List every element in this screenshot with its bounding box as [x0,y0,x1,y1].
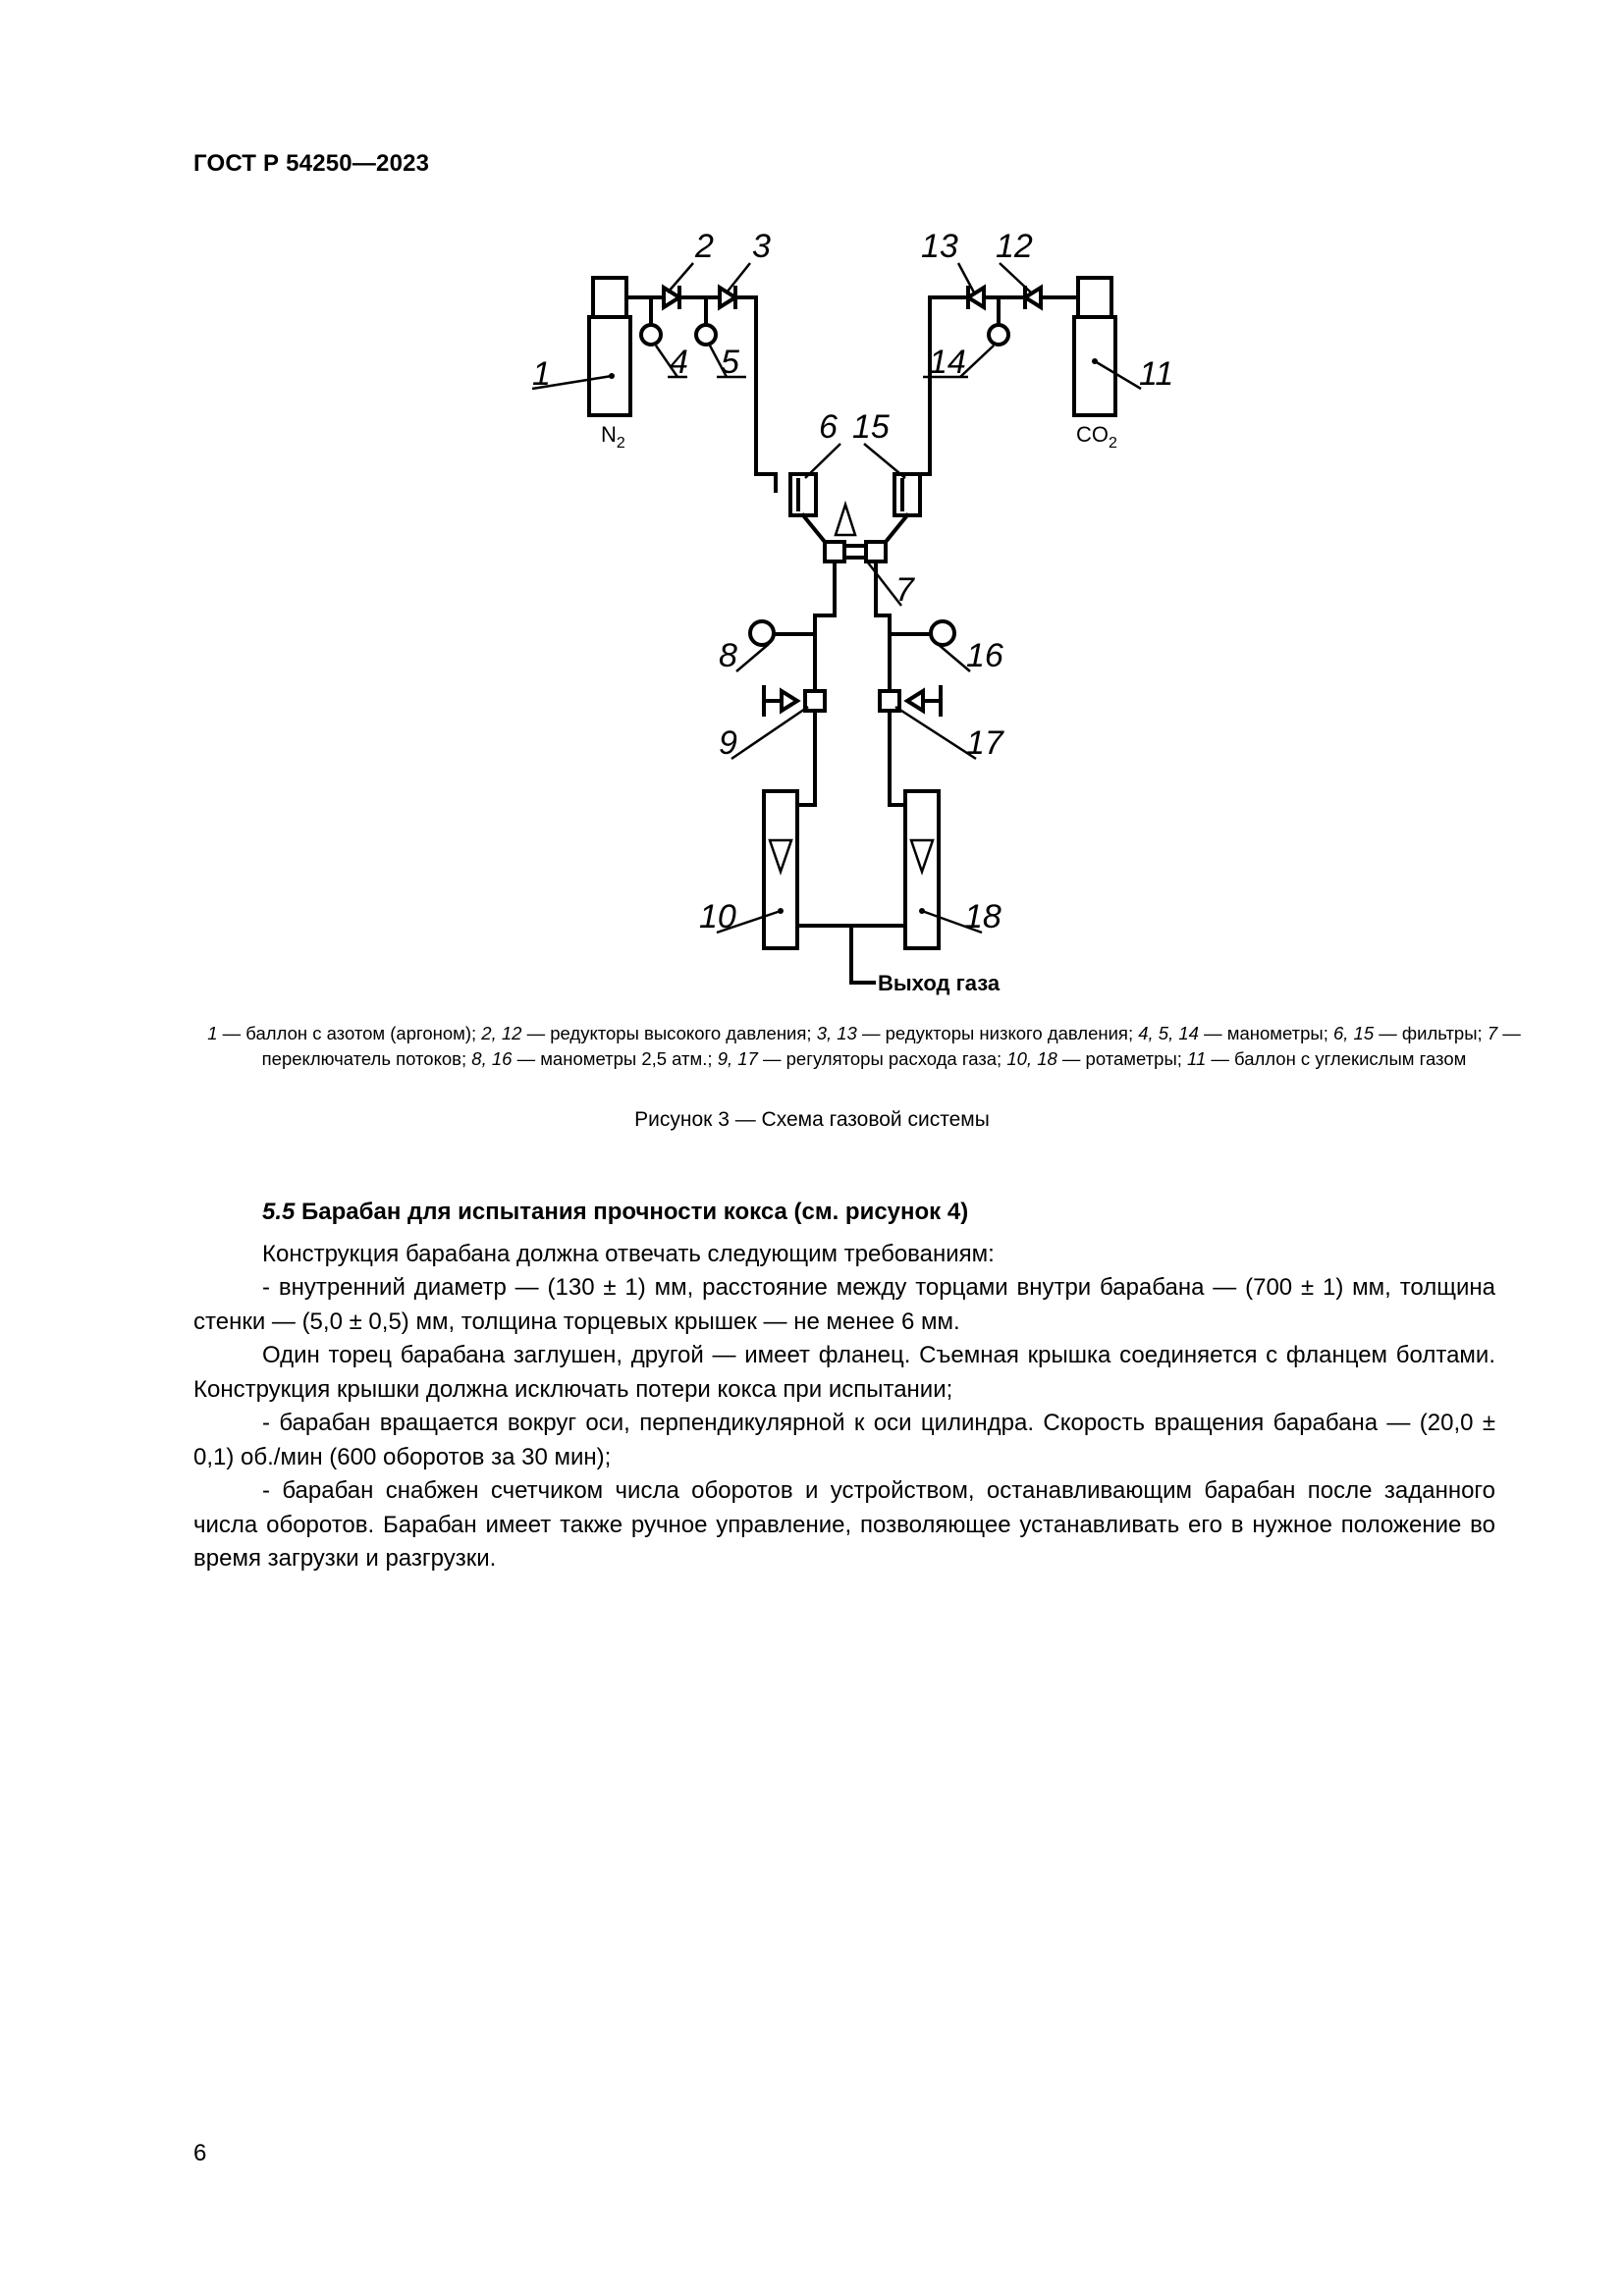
label-11: 11 [1139,355,1174,393]
label-12: 12 [996,228,1033,265]
flow-switch-7 [825,505,886,561]
flow-regulator-9 [764,687,825,715]
legend-item-text: — ротаметры; [1056,1048,1188,1069]
label-1: 1 [532,355,551,393]
label-18: 18 [964,898,1001,935]
legend-item-text: — переключатель потоков; [261,1023,1521,1069]
nitrogen-cylinder [589,278,630,415]
manometer-5 [696,325,716,345]
flow-regulator-17 [880,687,941,715]
legend-item-text: — регуляторы расхода газа; [757,1048,1007,1069]
legend-item [1333,1023,1488,1043]
high-pressure-reducer-2 [664,288,679,307]
legend-item [471,1048,717,1069]
gas-outlet-label: Выход газа [878,971,1001,995]
legend-item-number: 11 [1187,1048,1207,1069]
paragraph-flange: Один торец барабана заглушен, другой — имеет фланец. Съемная крышка соединяется с фланцем болтами. Конструкция крышки должна исключать потери кокса при испытании; [193,1342,1495,1403]
manometer-16 [931,621,954,645]
label-2: 2 [695,228,714,265]
legend-item [207,1023,481,1043]
legend-item-number: 6, 15 [1332,1023,1375,1043]
legend-item-number: 1 [207,1023,218,1043]
label-15: 15 [852,408,890,446]
section-number: 5.5 [262,1199,296,1225]
label-17: 17 [966,724,1003,762]
section-title: Барабан для испытания прочности кокса (см. рисунок 4) [295,1199,969,1225]
page-number: 6 [193,2140,207,2166]
gas-label-co2: CO2 [1076,422,1117,452]
legend-item-text: — манометры; [1198,1023,1333,1043]
filter-6 [790,474,816,515]
legend-item-number: 3, 13 [816,1023,857,1043]
rotameter-10 [764,791,797,948]
paragraph-rotation: - барабан вращается вокруг оси, перпендикулярной к оси цилиндра. Скорость вращения барабана — (20,0 ± 0,1) об./мин (600 оборотов за 30 мин); [193,1410,1495,1470]
label-10: 10 [699,898,736,935]
legend-item [817,1023,1139,1043]
label-4: 4 [670,344,688,381]
label-8: 8 [719,637,737,674]
label-3: 3 [752,228,771,265]
label-16: 16 [966,637,1003,674]
paragraph-intro: Конструкция барабана должна отвечать следующим требованиям: [262,1240,995,1267]
gas-label-n2: N2 [601,422,625,452]
paragraph-counter: - барабан снабжен счетчиком числа оборотов и устройством, останавливающим барабан после заданного числа оборотов. Барабан имеет также ручное управление, позволяющее устанавливать его в нужное положение во время загрузки и разгрузки. [193,1477,1495,1572]
legend-item-number: 8, 16 [471,1048,513,1069]
manometer-4 [641,325,661,345]
label-9: 9 [719,724,737,762]
legend-item-number: 4, 5, 14 [1138,1023,1199,1043]
co2-cylinder [1074,278,1115,415]
legend-item-number: 7 [1487,1023,1498,1043]
label-7: 7 [895,571,914,609]
legend-item [1138,1023,1333,1043]
paragraph-dimensions: - внутренний диаметр — (130 ± 1) мм, расстояние между торцами внутри барабана — (700 ± 1) мм, толщина стенки — (5,0 ± 0,5) мм, толщина торцевых крышек — не менее 6 мм. [193,1274,1495,1335]
label-6: 6 [819,408,838,446]
rotameter-18 [905,791,939,948]
section-5-5 [193,1196,1495,1576]
legend-item [481,1023,816,1043]
low-pressure-reducer-13 [968,288,984,307]
section-heading [193,1196,1495,1230]
figure-caption: Рисунок 3 — Схема газовой системы [634,1108,990,1131]
legend-item [718,1048,1007,1069]
label-13: 13 [921,228,958,265]
document-code: ГОСТ Р 54250—2023 [193,150,430,177]
gas-system-diagram [0,0,1624,1011]
legend-item-text: — фильтры; [1374,1023,1488,1043]
manometer-8 [750,621,774,645]
legend-item-text: — баллон с углекислым газом [1206,1048,1467,1069]
legend-item-text: — баллон с азотом (аргоном); [217,1023,482,1043]
figure-legend [191,1021,1537,1072]
label-5: 5 [721,344,739,381]
legend-item-number: 2, 12 [481,1023,522,1043]
manometer-14 [989,325,1008,345]
legend-item [1006,1048,1187,1069]
label-14: 14 [929,344,966,381]
filter-15 [894,474,920,515]
legend-item-number: 10, 18 [1006,1048,1057,1069]
legend-item-text: — манометры 2,5 атм.; [512,1048,718,1069]
legend-item [1187,1048,1466,1069]
legend-item-text: — редукторы высокого давления; [521,1023,817,1043]
legend-item-text: — редукторы низкого давления; [856,1023,1139,1043]
legend-item-number: 9, 17 [717,1048,758,1069]
